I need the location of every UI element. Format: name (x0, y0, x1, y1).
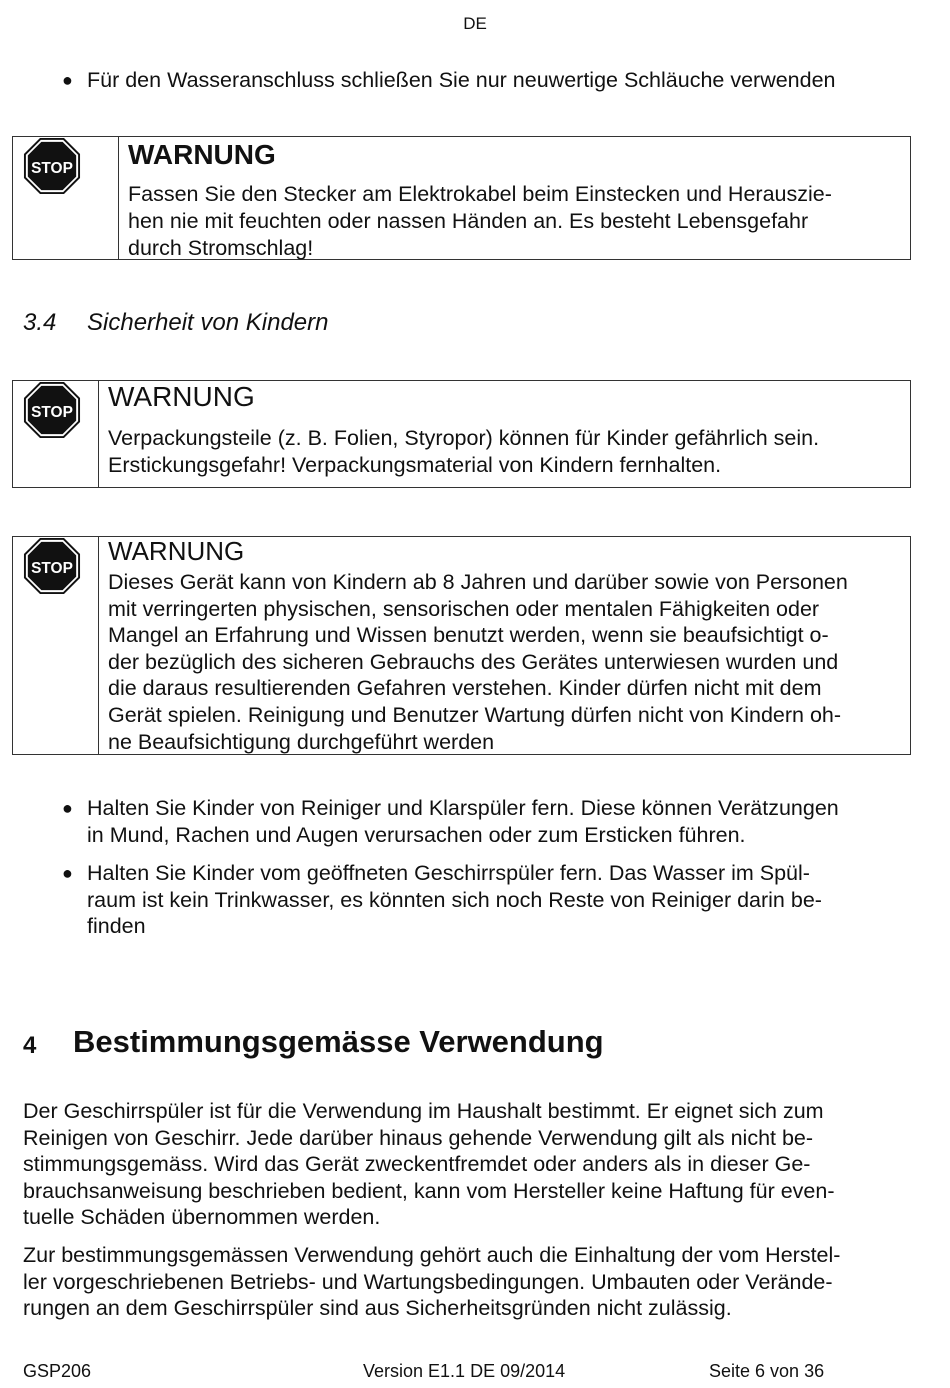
warning-text: Dieses Gerät kann von Kindern ab 8 Jahren und darüber sowie von Personen mit verringerten physischen, sensorischen oder mentalen Fähigkeiten oder Mangel an Erfahrung und Wissen benutzt werden, wenn sie beaufsichtigt o- der bezüglich des sicheren Gebrauchs des Gerätes unterwiesen wurden und die daraus resultierenden Gefahren verstehen. Kinder dürfen nicht mit dem Gerät spielen. Reinigung und Benutzer Wartung dürfen nicht von Kindern oh- ne Beaufsichtigung durchgeführt werden (108, 570, 848, 754)
list-item: ● Halten Sie Kinder von Reiniger und Klarspüler fern. Diese können Verätzungen in Mund, Rachen und Augen verursachen oder zum Ersticken führen. (62, 796, 839, 847)
warning-title: WARNUNG (108, 536, 245, 566)
paragraph: Der Geschirrspüler ist für die Verwendung im Haushalt bestimmt. Er eignet sich zum Reinigen von Geschirr. Jede darüber hinaus gehende Verwendung gilt als nicht be- stimmungsgemäss. Wird das Gerät zweckentfremdet oder anders als in dieser Ge- brauchsanweisung beschrieben bedient, kann vom Hersteller keine Haftung für even- tuelle Schäden übernommen werden. (23, 1099, 835, 1229)
warning-title: WARNUNG (128, 139, 276, 170)
section-number: 3.4 (23, 309, 57, 336)
page-language-header: DE (463, 14, 487, 33)
list-item: ● Für den Wasseranschluss schließen Sie nur neuwertige Schläuche verwenden (62, 68, 836, 92)
footer-model: GSP206 (23, 1361, 92, 1381)
bullet-icon: ● (62, 70, 73, 90)
section-title: Bestimmungsgemässe Verwendung (73, 1024, 604, 1059)
stop-sign-icon (23, 537, 81, 595)
bullet-icon: ● (62, 863, 73, 883)
stop-sign-icon (23, 381, 81, 439)
warning-box-packaging (12, 380, 911, 488)
warning-box-children (12, 536, 911, 755)
paragraph: Zur bestimmungsgemässen Verwendung gehört auch die Einhaltung der vom Herstel- ler vorgeschriebenen Betriebs- und Wartungsbedingungen. Umbauten oder Verände- rungen an dem Geschirrspüler sind aus Sicherheitsgründen nicht zulässig. (23, 1243, 841, 1320)
warning-text: Fassen Sie den Stecker am Elektrokabel beim Einstecken und Herauszie- hen nie mit feuchten oder nassen Händen an. Es besteht Lebensgefahr durch Stromschlag! (128, 182, 832, 260)
svg-text:STOP: STOP (31, 159, 73, 177)
footer-page-number: Seite 6 von 36 (709, 1361, 825, 1381)
section-number: 4 (23, 1032, 37, 1059)
svg-text:STOP: STOP (31, 403, 73, 421)
warning-title: WARNUNG (108, 381, 255, 412)
stop-sign-icon (23, 137, 81, 195)
section-title: Sicherheit von Kindern (87, 309, 329, 336)
footer-version: Version E1.1 DE 09/2014 (363, 1361, 566, 1381)
list-item: ● Halten Sie Kinder vom geöffneten Geschirrspüler fern. Das Wasser im Spül- raum ist kein Trinkwasser, es könnten sich noch Reste von Reiniger darin be- finden (62, 861, 822, 938)
bullet-icon: ● (62, 798, 73, 818)
warning-box-electric (12, 136, 911, 260)
svg-text:STOP: STOP (31, 559, 73, 577)
warning-text: Verpackungsteile (z. B. Folien, Styropor) können für Kinder gefährlich sein. Erstickungsgefahr! Verpackungsmaterial von Kindern fernhalten. (108, 426, 820, 477)
